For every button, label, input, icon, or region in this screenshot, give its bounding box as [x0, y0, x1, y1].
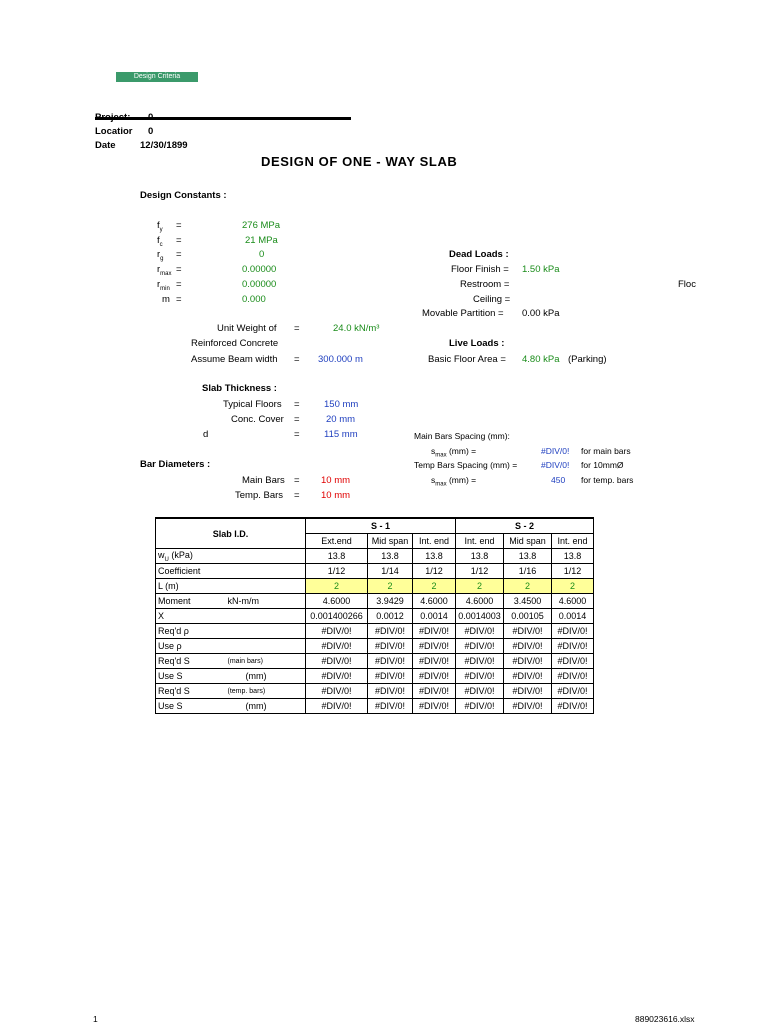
bar-diameters-heading: Bar Diameters :: [140, 459, 211, 470]
table-cell: #DIV/0!: [504, 624, 552, 639]
temp-bars-spacing-value: #DIV/0!: [541, 460, 570, 470]
table-cell: 2: [456, 579, 504, 594]
table-row: [156, 669, 594, 684]
row-unit: [226, 639, 306, 654]
floor-cut-label: Floc: [678, 279, 696, 290]
row-unit: [226, 549, 306, 564]
table-cell: #DIV/0!: [368, 624, 413, 639]
temp-bars-spacing-note: for 10mmØ: [581, 460, 624, 470]
table-cell: #DIV/0!: [552, 624, 594, 639]
design-criteria-button[interactable]: Design Criteria: [116, 72, 198, 82]
table-cell: #DIV/0!: [504, 669, 552, 684]
table-cell: #DIV/0!: [552, 699, 594, 714]
conc-cover-label: Conc. Cover: [231, 414, 284, 425]
conc-cover-value: 20 mm: [326, 414, 356, 425]
column-header: Int. end: [552, 534, 594, 549]
table-cell: #DIV/0!: [306, 669, 368, 684]
table-cell: 4.6000: [456, 594, 504, 609]
constant-value: 0.000: [242, 294, 266, 305]
row-label: $w_U$ (kPa): [156, 549, 226, 564]
main-bars-value: 10 mm: [321, 475, 351, 486]
column-header: Int. end: [456, 534, 504, 549]
basic-floor-note: (Parking): [568, 354, 607, 365]
row-label: Moment: [156, 594, 226, 609]
location-label: Locatior: [95, 126, 133, 137]
table-row: [156, 594, 594, 609]
main-bars-label: Main Bars: [242, 475, 285, 486]
constant-eq: =: [176, 264, 182, 275]
row-unit: [226, 579, 306, 594]
temp-bars-label: Temp. Bars: [235, 490, 284, 501]
file-name: 889023616.xlsx: [635, 1014, 695, 1024]
constant-eq: =: [176, 249, 182, 260]
table-cell: 0.0012: [368, 609, 413, 624]
column-header: Int. end: [413, 534, 456, 549]
table-cell: #DIV/0!: [368, 684, 413, 699]
temp-bars-spacing-heading: Temp Bars Spacing (mm) =: [414, 460, 518, 470]
table-cell: #DIV/0!: [456, 654, 504, 669]
slab-group-header: S - 1: [306, 518, 456, 534]
constant-eq: =: [176, 294, 182, 305]
movable-partition-value: 0.00 kPa: [522, 308, 560, 319]
table-cell: 1/14: [368, 564, 413, 579]
table-cell: 13.8: [413, 549, 456, 564]
table-cell: 13.8: [306, 549, 368, 564]
table-cell: #DIV/0!: [456, 624, 504, 639]
table-row: [156, 579, 594, 594]
table-cell: 2: [504, 579, 552, 594]
table-cell: 0.00105: [504, 609, 552, 624]
constant-symbol: $f_c$: [157, 235, 163, 248]
table-cell: 13.8: [552, 549, 594, 564]
table-header-row: [156, 518, 594, 534]
row-label: X: [156, 609, 226, 624]
temp-bars-eq: =: [294, 490, 300, 501]
smax-main-note: for main bars: [581, 446, 631, 456]
date-value: 12/30/1899: [140, 140, 188, 151]
table-cell: #DIV/0!: [413, 624, 456, 639]
constant-symbol: $r_{max}$: [157, 264, 172, 277]
row-label: Use S: [156, 669, 226, 684]
unit-weight-label: Unit Weight of: [217, 323, 277, 334]
basic-floor-label: Basic Floor Area =: [428, 354, 506, 365]
table-row: [156, 684, 594, 699]
table-cell: 1/12: [552, 564, 594, 579]
row-label: Req'd S: [156, 684, 226, 699]
row-label: Use ρ: [156, 639, 226, 654]
table-cell: 2: [413, 579, 456, 594]
row-unit: (mm): [226, 669, 306, 684]
d-label: d: [203, 429, 209, 440]
row-unit: kN-m/m: [226, 594, 306, 609]
floor-finish-value: 1.50 kPa: [522, 264, 560, 275]
constant-value: 21 MPa: [245, 235, 278, 246]
smax-temp-note: for temp. bars: [581, 475, 634, 485]
table-cell: #DIV/0!: [306, 699, 368, 714]
table-cell: #DIV/0!: [368, 669, 413, 684]
table-cell: #DIV/0!: [552, 639, 594, 654]
table-cell: 4.6000: [306, 594, 368, 609]
table-cell: #DIV/0!: [552, 669, 594, 684]
row-unit: [226, 564, 306, 579]
constant-eq: =: [176, 220, 182, 231]
slab-design-table: [155, 517, 594, 714]
location-value: 0: [148, 126, 154, 137]
table-row: [156, 549, 594, 564]
constant-eq: =: [176, 279, 182, 290]
table-cell: 4.6000: [413, 594, 456, 609]
reinforced-concrete-label: Reinforced Concrete: [191, 338, 279, 349]
table-cell: #DIV/0!: [413, 639, 456, 654]
table-row: [156, 654, 594, 669]
table-cell: 0.0014003: [456, 609, 504, 624]
constant-symbol: m: [162, 294, 170, 305]
table-cell: 1/12: [413, 564, 456, 579]
slab-group-header: S - 2: [456, 518, 594, 534]
table-cell: 3.4500: [504, 594, 552, 609]
table-cell: 0.001400266: [306, 609, 368, 624]
table-cell: 2: [368, 579, 413, 594]
constant-symbol: $r_{min}$: [157, 279, 170, 292]
smax-main-label: $s_{max}$ (mm) =: [431, 446, 477, 459]
unit-weight-value: 24.0 kN/m³: [333, 323, 380, 334]
table-cell: #DIV/0!: [552, 684, 594, 699]
table-cell: 1/12: [306, 564, 368, 579]
beam-width-label: Assume Beam width: [191, 354, 278, 365]
smax-main-value: #DIV/0!: [541, 446, 570, 456]
table-row: [156, 624, 594, 639]
constant-eq: =: [176, 235, 182, 246]
d-value: 115 mm: [324, 429, 358, 440]
table-cell: #DIV/0!: [504, 639, 552, 654]
table-cell: #DIV/0!: [552, 654, 594, 669]
table-cell: 2: [306, 579, 368, 594]
row-label: Req'd ρ: [156, 624, 226, 639]
table-cell: 1/12: [456, 564, 504, 579]
table-cell: #DIV/0!: [413, 699, 456, 714]
beam-width-value: 300.000 m: [318, 354, 363, 365]
conc-cover-eq: =: [294, 414, 300, 425]
table-cell: #DIV/0!: [413, 684, 456, 699]
table-cell: 13.8: [456, 549, 504, 564]
row-unit: [226, 624, 306, 639]
beam-width-eq: =: [294, 354, 300, 365]
slab-id-header: Slab I.D.: [156, 518, 306, 549]
table-cell: #DIV/0!: [368, 639, 413, 654]
constant-symbol: $r_g$: [157, 249, 164, 262]
row-label: Use S: [156, 699, 226, 714]
table-cell: #DIV/0!: [456, 684, 504, 699]
live-loads-heading: Live Loads :: [449, 338, 505, 349]
table-cell: #DIV/0!: [413, 669, 456, 684]
row-label: Coefficient: [156, 564, 226, 579]
constant-value: 276 MPa: [242, 220, 281, 231]
constant-value: 0: [259, 249, 265, 260]
constant-symbol: $f_y$: [157, 220, 163, 233]
page-number: 1: [93, 1014, 98, 1024]
movable-partition-label: Movable Partition =: [422, 308, 504, 319]
column-header: Mid span: [504, 534, 552, 549]
table-cell: 1/16: [504, 564, 552, 579]
row-unit: (main bars): [226, 654, 306, 669]
table-cell: #DIV/0!: [306, 654, 368, 669]
table-row: [156, 699, 594, 714]
d-eq: =: [294, 429, 300, 440]
table-cell: #DIV/0!: [456, 669, 504, 684]
unit-weight-eq: =: [294, 323, 300, 334]
table-row: [156, 639, 594, 654]
dead-loads-heading: Dead Loads :: [449, 249, 509, 260]
row-unit: (temp. bars): [226, 684, 306, 699]
table-row: [156, 609, 594, 624]
restroom-label: Restroom =: [460, 279, 510, 290]
table-cell: #DIV/0!: [504, 699, 552, 714]
column-header: Mid span: [368, 534, 413, 549]
table-cell: #DIV/0!: [504, 654, 552, 669]
design-constants-heading: Design Constants :: [140, 190, 227, 201]
basic-floor-value: 4.80 kPa: [522, 354, 560, 365]
table-cell: 3.9429: [368, 594, 413, 609]
table-cell: 13.8: [368, 549, 413, 564]
row-unit: (mm): [226, 699, 306, 714]
table-cell: 4.6000: [552, 594, 594, 609]
table-row: [156, 564, 594, 579]
table-cell: #DIV/0!: [504, 684, 552, 699]
main-bars-eq: =: [294, 475, 300, 486]
typical-floors-value: 150 mm: [324, 399, 359, 410]
table-cell: 0.0014: [413, 609, 456, 624]
smax-temp-value: 450: [551, 475, 566, 485]
column-header: Ext.end: [306, 534, 368, 549]
table-cell: 0.0014: [552, 609, 594, 624]
row-label: Req'd S: [156, 654, 226, 669]
date-label: Date: [95, 140, 116, 151]
table-cell: #DIV/0!: [368, 654, 413, 669]
table-cell: #DIV/0!: [413, 654, 456, 669]
table-cell: #DIV/0!: [456, 639, 504, 654]
table-cell: #DIV/0!: [306, 684, 368, 699]
table-cell: #DIV/0!: [306, 624, 368, 639]
slab-thickness-heading: Slab Thickness :: [202, 383, 277, 394]
page-title: DESIGN OF ONE - WAY SLAB: [261, 154, 458, 169]
typical-floors-eq: =: [294, 399, 300, 410]
header-rule: [95, 117, 351, 120]
table-cell: 2: [552, 579, 594, 594]
ceiling-label: Ceiling =: [473, 294, 511, 305]
table-cell: #DIV/0!: [368, 699, 413, 714]
table-cell: 13.8: [504, 549, 552, 564]
floor-finish-label: Floor Finish =: [451, 264, 509, 275]
constant-value: 0.00000: [242, 264, 277, 275]
smax-temp-label: $s_{max}$ (mm) =: [431, 475, 477, 488]
table-cell: #DIV/0!: [456, 699, 504, 714]
row-unit: [226, 609, 306, 624]
table-cell: #DIV/0!: [306, 639, 368, 654]
typical-floors-label: Typical Floors: [223, 399, 282, 410]
constant-value: 0.00000: [242, 279, 277, 290]
main-bars-spacing-heading: Main Bars Spacing (mm):: [414, 431, 510, 441]
row-label: L (m): [156, 579, 226, 594]
temp-bars-value: 10 mm: [321, 490, 351, 501]
